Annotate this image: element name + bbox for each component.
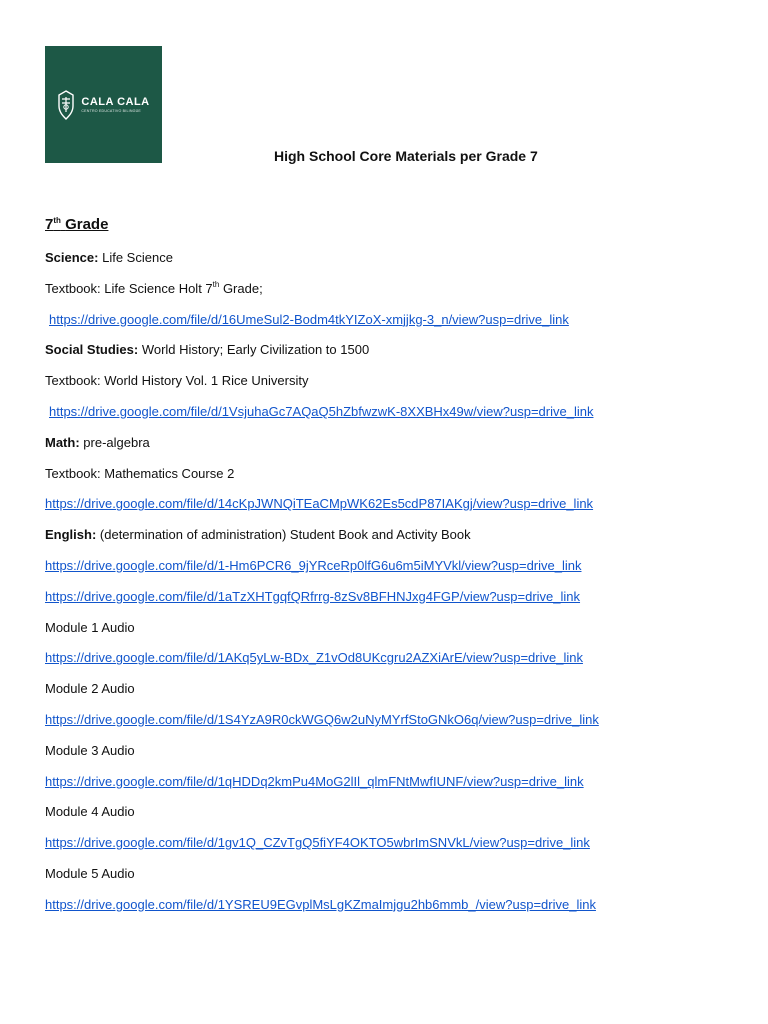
social-studies-textbook: Textbook: World History Vol. 1 Rice University bbox=[45, 373, 309, 389]
module-2-label: Module 2 Audio bbox=[45, 681, 135, 697]
grade-word: Grade bbox=[65, 216, 109, 233]
module-1-link-row bbox=[45, 648, 745, 679]
math-label: Math: bbox=[45, 434, 80, 450]
crest-icon bbox=[57, 90, 75, 120]
logo-subtitle: CENTRO EDUCATIVO BILINGÜE bbox=[81, 108, 142, 113]
module-3-label: Module 3 Audio bbox=[45, 742, 135, 758]
grade-suffix: th bbox=[53, 216, 61, 225]
science-link-row bbox=[45, 310, 745, 341]
science-subject bbox=[45, 248, 745, 279]
math-value: pre-algebra bbox=[83, 434, 150, 450]
social-studies-link[interactable]: https://drive.google.com/file/d/1VsjuhaGc7AQaQ5hZbfwzwK-8XXBHx49w/view?usp=drive_link bbox=[49, 403, 594, 419]
science-value: Life Science bbox=[102, 250, 173, 265]
social-studies-label: Social Studies: bbox=[45, 342, 139, 358]
logo-name: CALA CALA bbox=[81, 95, 150, 108]
materials-list bbox=[45, 248, 745, 926]
social-studies-value: World History; Early Civilization to 1500 bbox=[141, 342, 370, 358]
module-1-link[interactable]: https://drive.google.com/file/d/1AKq5yLw-BDx_Z1vOd8UKcgru2AZXiArE/view?usp=drive_link bbox=[45, 650, 583, 666]
school-logo bbox=[45, 46, 162, 163]
english-subject bbox=[45, 525, 745, 556]
science-link[interactable]: https://drive.google.com/file/d/16UmeSul2-Bodm4tkYIZoX-xmjjkg-3_n/view?usp=drive_link bbox=[49, 311, 569, 327]
science-textbook-suffix: Grade; bbox=[219, 280, 263, 296]
math-subject bbox=[45, 433, 745, 464]
grade-number: 7 bbox=[45, 216, 54, 233]
science-textbook-sup: th bbox=[212, 279, 220, 289]
module-1-label: Module 1 Audio bbox=[45, 619, 135, 635]
document-title: High School Core Materials per Grade 7 bbox=[274, 148, 538, 164]
english-link-2[interactable]: https://drive.google.com/file/d/1aTzXHTgqfQRfrrg-8zSv8BFHNJxg4FGP/view?usp=drive_link bbox=[45, 588, 581, 604]
module-2-link-row bbox=[45, 710, 745, 741]
module-4-label: Module 4 Audio bbox=[45, 804, 135, 820]
module-4-link-row bbox=[45, 833, 745, 864]
logo-text bbox=[81, 96, 149, 114]
module-4-link[interactable]: https://drive.google.com/file/d/1gv1Q_CZvTgQ5fiYF4OKTO5wbrImSNVkL/view?usp=drive_link bbox=[45, 835, 590, 851]
science-textbook-prefix: Textbook: Life Science Holt 7 bbox=[45, 280, 213, 296]
module-5-link[interactable]: https://drive.google.com/file/d/1YSREU9EGvplMsLgKZmaImjgu2hb6mmb_/view?usp=drive_link bbox=[45, 896, 596, 912]
english-link-row-2 bbox=[45, 587, 745, 618]
math-link[interactable]: https://drive.google.com/file/d/14cKpJWNQiTEaCMpWK62Es5cdP87IAKgj/view?usp=drive_link bbox=[45, 496, 594, 512]
module-3-link-row bbox=[45, 772, 745, 803]
english-link-1[interactable]: https://drive.google.com/file/d/1-Hm6PCR6_9jYRceRp0lfG6u6m5iMYVkl/view?usp=drive_link bbox=[45, 557, 582, 573]
math-link-row bbox=[45, 494, 745, 525]
science-textbook bbox=[45, 279, 745, 310]
science-label: Science: bbox=[45, 250, 99, 265]
english-value: (determination of administration) Student Book and Activity Book bbox=[99, 527, 471, 543]
grade-heading bbox=[45, 216, 108, 233]
english-label: English: bbox=[45, 527, 97, 543]
social-studies-subject bbox=[45, 340, 745, 371]
module-5-link-row bbox=[45, 895, 745, 926]
math-textbook: Textbook: Mathematics Course 2 bbox=[45, 465, 235, 481]
module-2-link[interactable]: https://drive.google.com/file/d/1S4YzA9R0ckWGQ6w2uNyMYrfStoGNkO6q/view?usp=drive_link bbox=[45, 711, 599, 727]
social-studies-link-row bbox=[45, 402, 745, 433]
module-3-link[interactable]: https://drive.google.com/file/d/1qHDDq2kmPu4MoG2lIl_qlmFNtMwfIUNF/view?usp=drive_link bbox=[45, 773, 584, 789]
module-5-label: Module 5 Audio bbox=[45, 865, 135, 881]
english-link-row-1 bbox=[45, 556, 745, 587]
